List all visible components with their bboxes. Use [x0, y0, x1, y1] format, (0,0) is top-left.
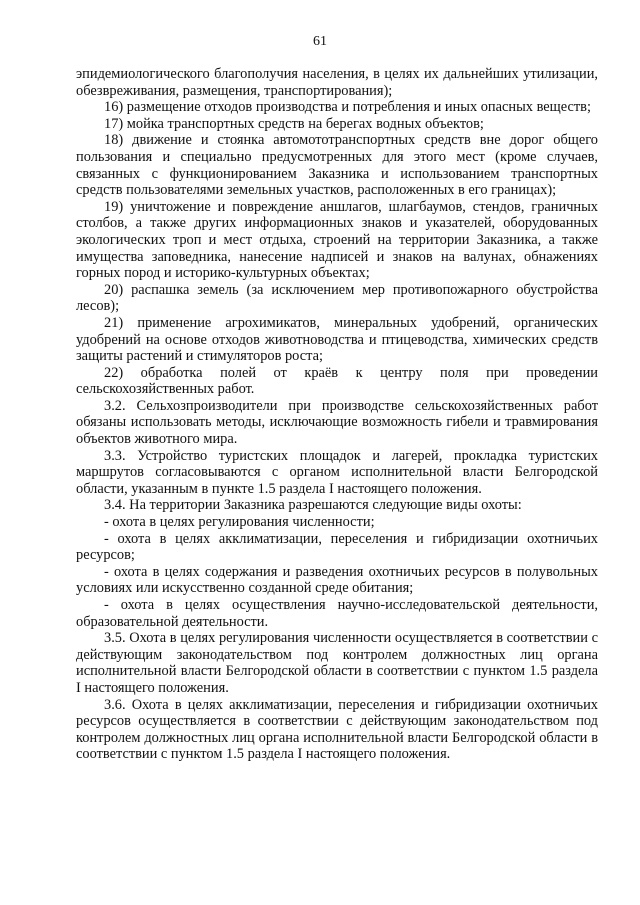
paragraph: - охота в целях осуществления научно-исследовательской деятельности, образовательной деятельности.: [76, 597, 598, 630]
paragraph: 21) применение агрохимикатов, минеральных удобрений, органических удобрений на основе отходов животноводства и птицеводства, химических средств защиты растений и стимуляторов роста;: [76, 314, 598, 365]
paragraph: - охота в целях регулирования численности;: [104, 514, 375, 531]
paragraph: 3.4. На территории Заказника разрешаются следующие виды охоты:: [104, 497, 522, 514]
paragraph: - охота в целях акклиматизации, переселения и гибридизации охотничьих ресурсов;: [76, 530, 598, 564]
paragraph: 18) движение и стоянка автомототранспортных средств вне дорог общего пользования и специально предусмотренных для этого мест (кроме случаев, связанных с функционированием Заказника и использованием транспортных средств пользователями земельных участков, расположенных в его границах);: [76, 132, 598, 199]
paragraph: 17) мойка транспортных средств на берегах водных объектов;: [104, 115, 484, 132]
paragraph: - охота в целях содержания и разведения охотничьих ресурсов в полувольных условиях или искусственно созданной среде обитания;: [76, 563, 598, 597]
paragraph: 16) размещение отходов производства и потребления и иных опасных веществ;: [104, 99, 591, 116]
paragraph: 20) распашка земель (за исключением мер противопожарного обустройства лесов);: [76, 281, 598, 315]
paragraph: 22) обработка полей от краёв к центру поля при проведении сельскохозяйственных работ.: [76, 364, 598, 398]
document-body: [76, 66, 598, 763]
paragraph: 3.6. Охота в целях акклиматизации, переселения и гибридизации охотничьих ресурсов осуществляется в соответствии с действующим законодательством под контролем должностных лиц органа исполнительной власти Белгородской области в соответствии с пунктом 1.5 раздела I настоящего положения.: [76, 696, 598, 763]
paragraph: 19) уничтожение и повреждение аншлагов, шлагбаумов, стендов, граничных столбов, а также других информационных знаков и указателей, оборудованных экологических троп и мест отдыха, строений на территории Заказника, а также имущества заповедника, нанесение надписей и знаков на валунах, обнажениях горных пород и историко-культурных объектах;: [76, 198, 598, 282]
paragraph: эпидемиологического благополучия населения, в целях их дальнейших утилизации, обезвреживания, размещения, транспортирования);: [76, 66, 598, 99]
paragraph: 3.2. Сельхозпроизводители при производстве сельскохозяйственных работ обязаны использовать методы, исключающие возможность гибели и травмирования объектов животного мира.: [76, 397, 598, 448]
page-number: 61: [313, 34, 327, 49]
paragraph: 3.3. Устройство туристских площадок и лагерей, прокладка туристских маршрутов согласовываются с органом исполнительной власти Белгородской области, указанным в пункте 1.5 раздела I настоящего положения.: [76, 447, 598, 497]
paragraph: 3.5. Охота в целях регулирования численности осуществляется в соответствии с действующим законодательством под контролем должностных лиц органа исполнительной власти Белгородской области в соответствии с пунктом 1.5 раздела I настоящего положения.: [76, 630, 598, 696]
